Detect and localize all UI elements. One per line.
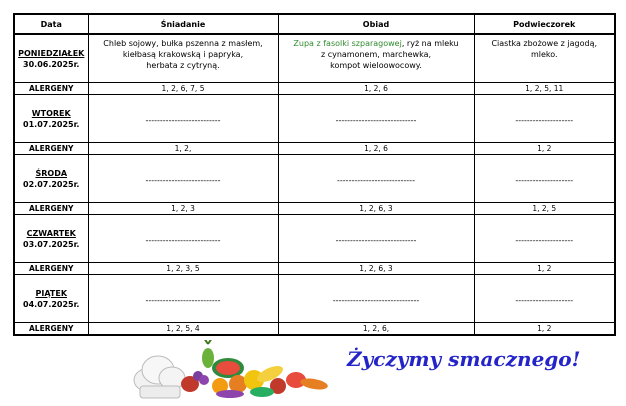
lunch-cell	[278, 34, 474, 83]
lunch-line: z cynamonem, marchewka,	[320, 50, 432, 59]
allergen-row-tuesday	[14, 143, 615, 155]
day-date: 01.07.2025r.	[23, 119, 80, 129]
day-date: 03.07.2025r.	[23, 239, 80, 249]
allergen-label: ALERGENY	[14, 83, 88, 95]
breakfast-line: Chleb sojowy, bułka pszenna z masłem,	[103, 39, 263, 48]
meal-row-monday	[14, 34, 615, 83]
allergen-label: ALERGENY	[14, 323, 88, 336]
day-name: PIĄTEK	[35, 288, 68, 298]
day-date: 04.07.2025r.	[23, 299, 80, 309]
snack-cell: --------------------	[474, 275, 615, 323]
allergen-row-monday	[14, 83, 615, 95]
lunch-cell: ------------------------------	[278, 275, 474, 323]
footer-greeting: Życzymy smacznego!	[347, 347, 581, 371]
snack-cell: --------------------	[474, 215, 615, 263]
day-name: WTOREK	[31, 108, 71, 118]
allergen-breakfast: 1, 2, 3	[88, 203, 278, 215]
breakfast-cell: --------------------------	[88, 95, 278, 143]
snack-cell	[474, 34, 615, 83]
allergen-lunch: 1, 2, 6, 3	[278, 263, 474, 275]
breakfast-cell: --------------------------	[88, 155, 278, 203]
allergen-label: ALERGENY	[14, 263, 88, 275]
breakfast-cell: --------------------------	[88, 215, 278, 263]
header-day: Data	[14, 14, 88, 34]
allergen-row-thursday	[14, 263, 615, 275]
day-name: CZWARTEK	[26, 228, 76, 238]
header-breakfast: Śniadanie	[88, 14, 278, 34]
allergen-breakfast: 1, 2, 6, 7, 5	[88, 83, 278, 95]
allergen-breakfast: 1, 2,	[88, 143, 278, 155]
lunch-cell: ---------------------------	[278, 155, 474, 203]
day-name: ŚRODA	[35, 168, 68, 178]
allergen-snack: 1, 2	[474, 263, 615, 275]
allergen-snack: 1, 2, 5	[474, 203, 615, 215]
snack-cell: --------------------	[474, 95, 615, 143]
day-date: 30.06.2025r.	[23, 59, 80, 69]
header-snack: Podwieczorek	[474, 14, 615, 34]
day-cell	[14, 275, 88, 323]
allergen-snack: 1, 2	[474, 323, 615, 336]
allergen-breakfast: 1, 2, 5, 4	[88, 323, 278, 336]
chef-hat-icon	[134, 356, 185, 398]
fruits-vegetables-icon	[181, 340, 329, 398]
allergen-label: ALERGENY	[14, 143, 88, 155]
day-cell	[14, 215, 88, 263]
day-cell	[14, 155, 88, 203]
meal-row-thursday	[14, 215, 615, 263]
breakfast-line: herbata z cytryną.	[146, 61, 220, 70]
allergen-snack: 1, 2	[474, 143, 615, 155]
snack-line: mleko.	[530, 50, 558, 59]
lunch-soup: Zupa z fasolki szparagowej	[293, 39, 402, 48]
header-row	[14, 14, 615, 34]
snack-cell: --------------------	[474, 155, 615, 203]
lunch-cell: ----------------------------	[278, 95, 474, 143]
day-date: 02.07.2025r.	[23, 179, 80, 189]
breakfast-cell	[88, 34, 278, 83]
allergen-lunch: 1, 2, 6	[278, 143, 474, 155]
header-lunch: Obiad	[278, 14, 474, 34]
food-illustration	[128, 340, 340, 400]
allergen-label: ALERGENY	[14, 203, 88, 215]
meal-row-wednesday	[14, 155, 615, 203]
lunch-line: , ryż na mleku	[401, 39, 459, 48]
meal-row-friday	[14, 275, 615, 323]
allergen-lunch: 1, 2, 6,	[278, 323, 474, 336]
breakfast-line: kiełbasą krakowską i papryka,	[122, 50, 244, 59]
allergen-breakfast: 1, 2, 3, 5	[88, 263, 278, 275]
menu-table	[13, 13, 616, 336]
snack-line: Ciastka zbożowe z jagodą,	[491, 39, 598, 48]
day-name: PONIEDZIAŁEK	[18, 48, 85, 58]
lunch-line: kompot wieloowocowy.	[330, 61, 422, 70]
allergen-lunch: 1, 2, 6	[278, 83, 474, 95]
lunch-cell: ----------------------------	[278, 215, 474, 263]
allergen-row-wednesday	[14, 203, 615, 215]
day-cell	[14, 34, 88, 83]
allergen-lunch: 1, 2, 6, 3	[278, 203, 474, 215]
breakfast-cell: --------------------------	[88, 275, 278, 323]
meal-row-tuesday	[14, 95, 615, 143]
day-cell	[14, 95, 88, 143]
allergen-row-friday	[14, 323, 615, 336]
allergen-snack: 1, 2, 5, 11	[474, 83, 615, 95]
